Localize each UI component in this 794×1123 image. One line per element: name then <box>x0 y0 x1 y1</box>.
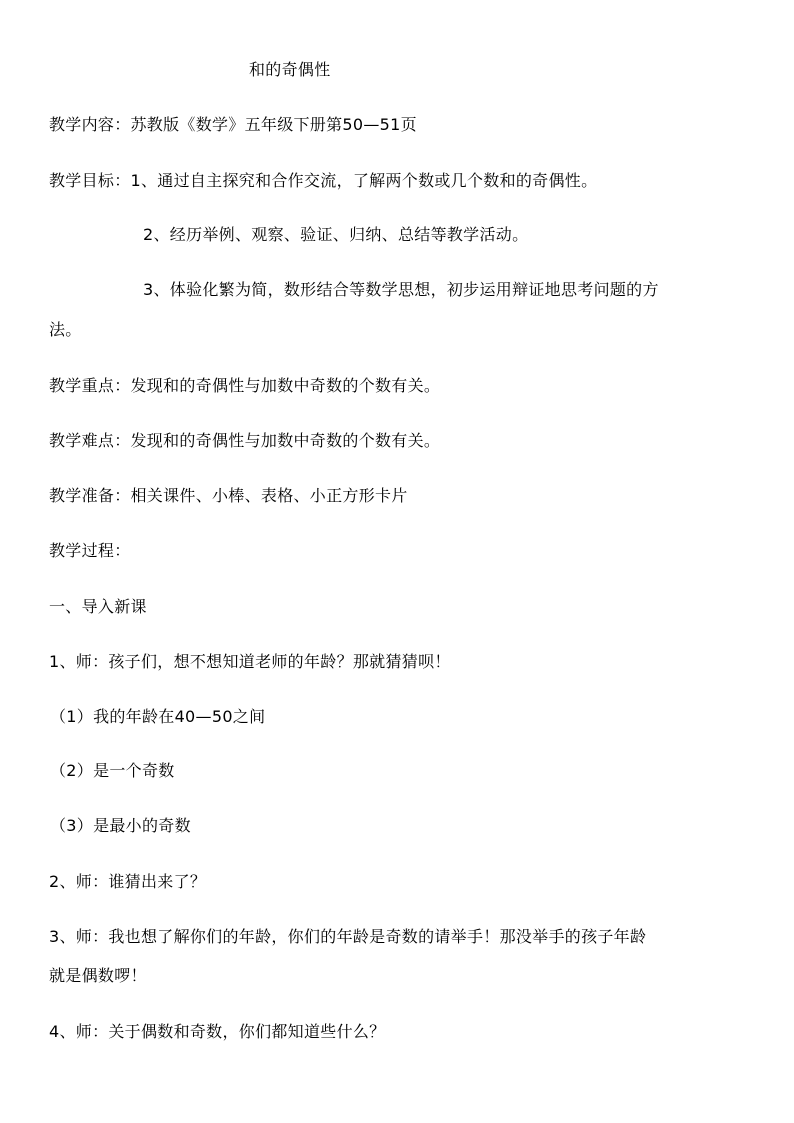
clue-1: （1）我的年龄在40—50之间 <box>50 707 266 726</box>
page-title: 和的奇偶性 <box>249 60 331 79</box>
teaching-goal-3-continued: 法。 <box>49 320 82 339</box>
teaching-goal-1: 教学目标：1、通过自主探究和合作交流，了解两个数或几个数和的奇偶性。 <box>49 171 598 190</box>
clue-2: （2）是一个奇数 <box>50 761 175 780</box>
key-point: 教学重点：发现和的奇偶性与加数中奇数的个数有关。 <box>49 376 441 395</box>
step-1: 1、师：孩子们，想不想知道老师的年龄？那就猜猜呗！ <box>49 652 451 671</box>
process-heading: 教学过程： <box>49 541 131 560</box>
step-3-continued: 就是偶数啰！ <box>49 966 147 985</box>
step-3: 3、师：我也想了解你们的年龄，你们的年龄是奇数的请举手！那没举手的孩子年龄 <box>49 927 647 946</box>
step-2: 2、师：谁猜出来了？ <box>49 872 207 891</box>
teaching-goal-3: 3、体验化繁为简，数形结合等数学思想，初步运用辩证地思考问题的方 <box>143 280 659 299</box>
difficulty: 教学难点：发现和的奇偶性与加数中奇数的个数有关。 <box>49 431 441 450</box>
teaching-goal-2: 2、经历举例、观察、验证、归纳、总结等教学活动。 <box>143 225 529 244</box>
teaching-content: 教学内容：苏教版《数学》五年级下册第50—51页 <box>49 115 417 134</box>
preparation: 教学准备：相关课件、小棒、表格、小正方形卡片 <box>49 486 408 505</box>
step-4: 4、师：关于偶数和奇数，你们都知道些什么？ <box>49 1022 386 1041</box>
clue-3: （3）是最小的奇数 <box>50 816 191 835</box>
section-heading-1: 一、导入新课 <box>49 597 147 616</box>
